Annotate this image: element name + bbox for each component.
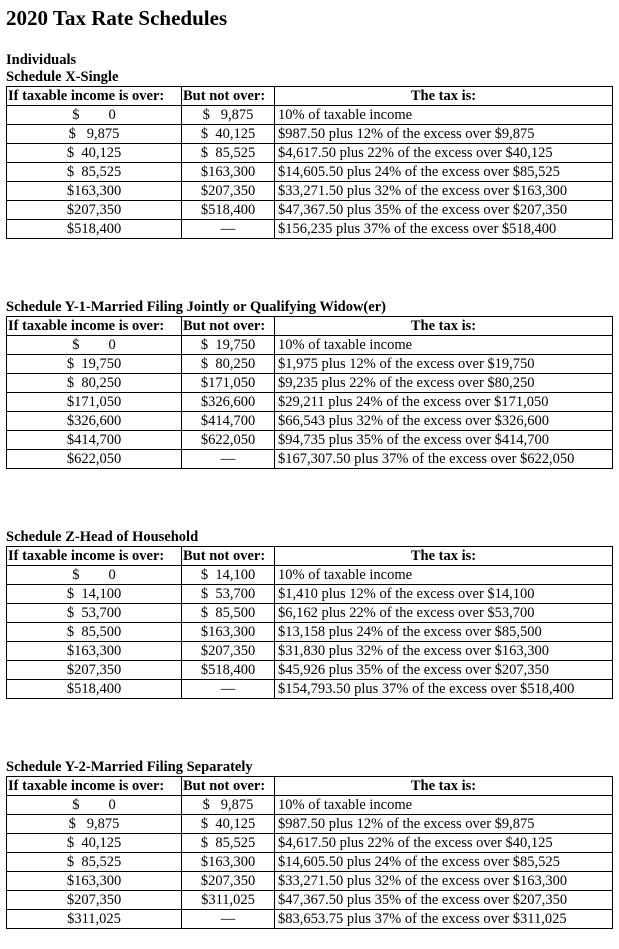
cell-tax: 10% of taxable income	[275, 566, 613, 585]
cell-not-over: $163,300	[182, 623, 275, 642]
cell-not-over: $ 40,125	[182, 125, 275, 144]
cell-not-over: —	[182, 450, 275, 469]
cell-over: $622,050	[7, 450, 182, 469]
schedule-x-section	[6, 52, 612, 239]
cell-tax: $47,367.50 plus 35% of the excess over $207,350	[275, 891, 613, 910]
cell-tax: $29,211 plus 24% of the excess over $171,050	[275, 393, 613, 412]
cell-not-over: —	[182, 680, 275, 699]
cell-tax: $83,653.75 plus 37% of the excess over $311,025	[275, 910, 613, 929]
cell-tax: $66,543 plus 32% of the excess over $326,600	[275, 412, 613, 431]
cell-over: $ 40,125	[7, 834, 182, 853]
cell-not-over: $518,400	[182, 661, 275, 680]
table-row	[7, 891, 613, 910]
cell-not-over: $ 9,875	[182, 106, 275, 125]
page-title: 2020 Tax Rate Schedules	[6, 6, 228, 30]
table-row	[7, 796, 613, 815]
table-row	[7, 566, 613, 585]
cell-not-over: $ 85,525	[182, 834, 275, 853]
col-header-over: If taxable income is over:	[7, 87, 182, 106]
cell-tax: $31,830 plus 32% of the excess over $163,300	[275, 642, 613, 661]
cell-over: $ 85,500	[7, 623, 182, 642]
col-header-over: If taxable income is over:	[7, 777, 182, 796]
col-header-tax: The tax is:	[275, 317, 613, 336]
cell-over: $ 0	[7, 336, 182, 355]
cell-not-over: $ 85,525	[182, 144, 275, 163]
cell-tax: 10% of taxable income	[275, 106, 613, 125]
cell-tax: $13,158 plus 24% of the excess over $85,500	[275, 623, 613, 642]
cell-over: $414,700	[7, 431, 182, 450]
table-row	[7, 431, 613, 450]
schedule-z-section	[6, 529, 612, 699]
cell-tax: $6,162 plus 22% of the excess over $53,700	[275, 604, 613, 623]
col-header-not-over: But not over:	[182, 87, 275, 106]
cell-tax: $45,926 plus 35% of the excess over $207,350	[275, 661, 613, 680]
header-row	[7, 317, 613, 336]
cell-not-over: $163,300	[182, 853, 275, 872]
cell-over: $326,600	[7, 412, 182, 431]
cell-tax: $47,367.50 plus 35% of the excess over $207,350	[275, 201, 613, 220]
cell-over: $ 40,125	[7, 144, 182, 163]
col-header-not-over: But not over:	[182, 777, 275, 796]
cell-over: $171,050	[7, 393, 182, 412]
table-row	[7, 853, 613, 872]
table-row	[7, 355, 613, 374]
cell-tax: $167,307.50 plus 37% of the excess over $622,050	[275, 450, 613, 469]
cell-tax: $9,235 plus 22% of the excess over $80,250	[275, 374, 613, 393]
table-row	[7, 680, 613, 699]
cell-tax: $33,271.50 plus 32% of the excess over $163,300	[275, 182, 613, 201]
group-label: Individuals	[6, 52, 77, 68]
cell-tax: $987.50 plus 12% of the excess over $9,875	[275, 125, 613, 144]
cell-not-over: $ 19,750	[182, 336, 275, 355]
cell-over: $ 80,250	[7, 374, 182, 393]
table-row	[7, 872, 613, 891]
table-row	[7, 661, 613, 680]
cell-not-over: $163,300	[182, 163, 275, 182]
cell-not-over: $ 85,500	[182, 604, 275, 623]
cell-over: $ 14,100	[7, 585, 182, 604]
cell-over: $207,350	[7, 661, 182, 680]
table-row	[7, 106, 613, 125]
cell-over: $ 0	[7, 796, 182, 815]
schedule-title: Schedule X-Single	[6, 69, 119, 85]
header-row	[7, 547, 613, 566]
rate-table	[6, 316, 613, 469]
rate-table	[6, 546, 613, 699]
cell-tax: 10% of taxable income	[275, 336, 613, 355]
table-row	[7, 834, 613, 853]
cell-tax: $4,617.50 plus 22% of the excess over $40,125	[275, 834, 613, 853]
cell-over: $ 9,875	[7, 815, 182, 834]
cell-over: $207,350	[7, 201, 182, 220]
schedule-title: Schedule Y-2-Married Filing Separately	[6, 759, 253, 775]
header-row	[7, 777, 613, 796]
col-header-over: If taxable income is over:	[7, 317, 182, 336]
table-row	[7, 163, 613, 182]
table-row	[7, 374, 613, 393]
cell-tax: $156,235 plus 37% of the excess over $518,400	[275, 220, 613, 239]
cell-not-over: $207,350	[182, 642, 275, 661]
col-header-not-over: But not over:	[182, 547, 275, 566]
cell-not-over: $414,700	[182, 412, 275, 431]
cell-not-over: $207,350	[182, 872, 275, 891]
cell-tax: $987.50 plus 12% of the excess over $9,875	[275, 815, 613, 834]
rate-table	[6, 86, 613, 239]
schedule-y1-section	[6, 299, 612, 469]
schedule-title: Schedule Y-1-Married Filing Jointly or Qualifying Widow(er)	[6, 299, 386, 315]
cell-over: $518,400	[7, 680, 182, 699]
cell-not-over: $ 9,875	[182, 796, 275, 815]
col-header-not-over: But not over:	[182, 317, 275, 336]
cell-not-over: $ 14,100	[182, 566, 275, 585]
table-row	[7, 336, 613, 355]
cell-over: $ 9,875	[7, 125, 182, 144]
cell-not-over: $311,025	[182, 891, 275, 910]
rate-table	[6, 776, 613, 929]
cell-not-over: $518,400	[182, 201, 275, 220]
cell-over: $311,025	[7, 910, 182, 929]
cell-over: $207,350	[7, 891, 182, 910]
col-header-tax: The tax is:	[275, 547, 613, 566]
schedule-title: Schedule Z-Head of Household	[6, 529, 199, 545]
table-row	[7, 393, 613, 412]
cell-not-over: $207,350	[182, 182, 275, 201]
cell-tax: $4,617.50 plus 22% of the excess over $40,125	[275, 144, 613, 163]
cell-over: $ 0	[7, 566, 182, 585]
cell-over: $ 0	[7, 106, 182, 125]
table-row	[7, 450, 613, 469]
col-header-over: If taxable income is over:	[7, 547, 182, 566]
table-row	[7, 144, 613, 163]
cell-tax: 10% of taxable income	[275, 796, 613, 815]
cell-tax: $14,605.50 plus 24% of the excess over $85,525	[275, 853, 613, 872]
table-row	[7, 815, 613, 834]
cell-tax: $14,605.50 plus 24% of the excess over $85,525	[275, 163, 613, 182]
table-row	[7, 182, 613, 201]
cell-over: $163,300	[7, 872, 182, 891]
cell-tax: $94,735 plus 35% of the excess over $414,700	[275, 431, 613, 450]
cell-over: $ 53,700	[7, 604, 182, 623]
cell-over: $ 19,750	[7, 355, 182, 374]
cell-not-over: $ 53,700	[182, 585, 275, 604]
col-header-tax: The tax is:	[275, 777, 613, 796]
cell-not-over: $171,050	[182, 374, 275, 393]
schedule-y2-section	[6, 759, 612, 929]
col-header-tax: The tax is:	[275, 87, 613, 106]
cell-over: $ 85,525	[7, 163, 182, 182]
table-row	[7, 642, 613, 661]
cell-tax: $1,410 plus 12% of the excess over $14,100	[275, 585, 613, 604]
cell-not-over: $622,050	[182, 431, 275, 450]
cell-tax: $154,793.50 plus 37% of the excess over $518,400	[275, 680, 613, 699]
cell-tax: $1,975 plus 12% of the excess over $19,750	[275, 355, 613, 374]
cell-not-over: —	[182, 910, 275, 929]
cell-not-over: $ 80,250	[182, 355, 275, 374]
cell-over: $163,300	[7, 182, 182, 201]
cell-over: $ 85,525	[7, 853, 182, 872]
cell-not-over: $ 40,125	[182, 815, 275, 834]
table-row	[7, 604, 613, 623]
cell-tax: $33,271.50 plus 32% of the excess over $163,300	[275, 872, 613, 891]
cell-over: $163,300	[7, 642, 182, 661]
table-row	[7, 412, 613, 431]
table-row	[7, 220, 613, 239]
table-row	[7, 125, 613, 144]
cell-over: $518,400	[7, 220, 182, 239]
cell-not-over: —	[182, 220, 275, 239]
cell-not-over: $326,600	[182, 393, 275, 412]
table-row	[7, 201, 613, 220]
table-row	[7, 910, 613, 929]
header-row	[7, 87, 613, 106]
table-row	[7, 623, 613, 642]
table-row	[7, 585, 613, 604]
